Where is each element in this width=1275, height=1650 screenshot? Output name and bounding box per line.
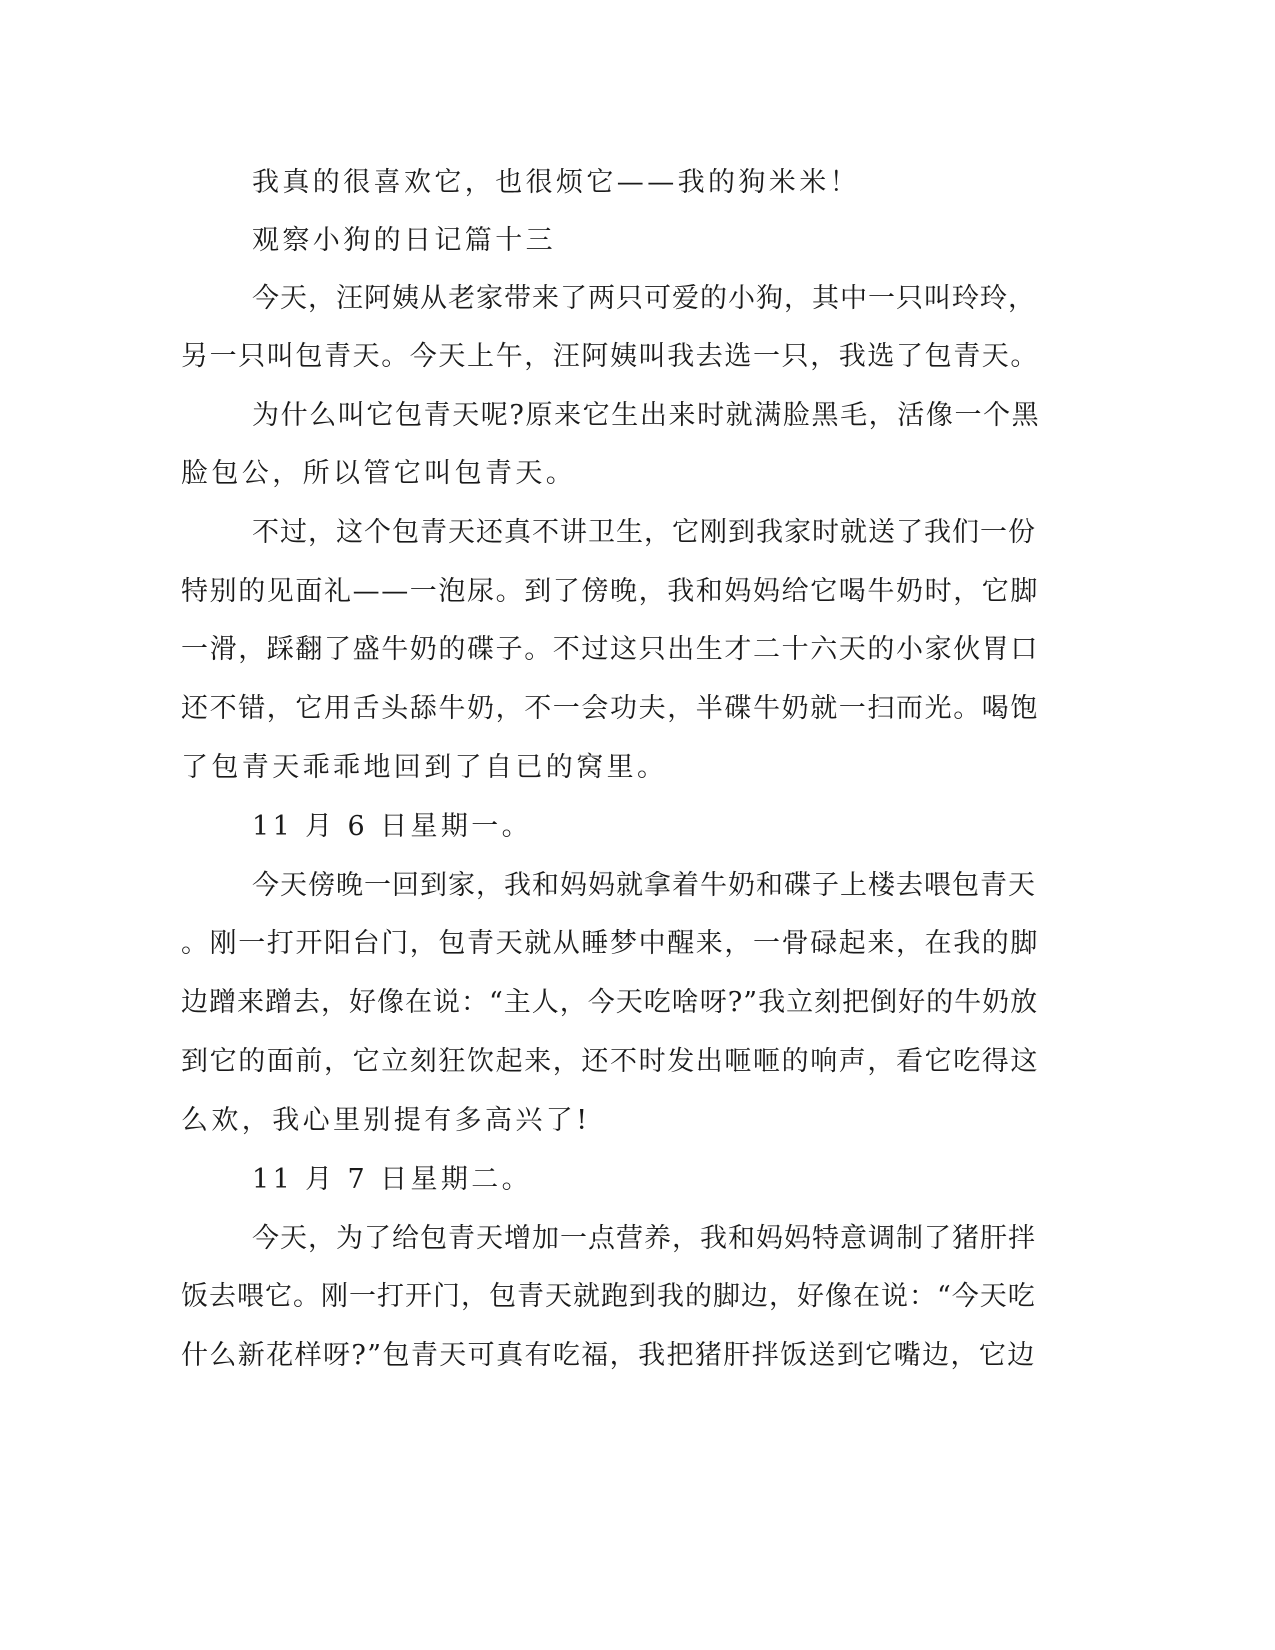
section-heading: 观察小狗的日记篇十三: [252, 225, 556, 256]
text-line: 特别的见面礼——一泡尿。到了傍晚，我和妈妈给它喝牛奶时，它脚: [181, 576, 1039, 607]
text-line: 什么新花样呀?”包青天可真有吃福，我把猪肝拌饭送到它嘴边，它边: [181, 1340, 1036, 1371]
date-line: 11 月 6 日星期一。: [252, 811, 533, 842]
text-line: 一滑，踩翻了盛牛奶的碟子。不过这只出生才二十六天的小家伙胃口: [181, 634, 1039, 665]
text-line: 为什么叫它包青天呢?原来它生出来时就满脸黑毛，活像一个黑: [252, 400, 1041, 431]
text-line: 么欢，我心里别提有多高兴了!: [181, 1105, 591, 1136]
text-line: 边蹭来蹭去，好像在说：“主人，今天吃啥呀?”我立刻把倒好的牛奶放: [181, 987, 1039, 1018]
text-line: 今天，汪阿姨从老家带来了两只可爱的小狗，其中一只叫玲玲，: [252, 283, 1036, 314]
text-line: 还不错，它用舌头舔牛奶，不一会功夫，半碟牛奶就一扫而光。喝饱: [181, 693, 1039, 724]
text-line: 。刚一打开阳台门，包青天就从睡梦中醒来，一骨碌起来，在我的脚: [181, 928, 1039, 959]
text-line: 脸包公，所以管它叫包青天。: [181, 458, 577, 489]
text-line: 饭去喂它。刚一打开门，包青天就跑到我的脚边，好像在说：“今天吃: [181, 1281, 1036, 1312]
text-line: 我真的很喜欢它，也很烦它——我的狗米米！: [252, 167, 860, 198]
text-line: 不过，这个包青天还真不讲卫生，它刚到我家时就送了我们一份: [252, 517, 1036, 548]
date-line: 11 月 7 日星期二。: [252, 1164, 533, 1195]
text-line: 了包青天乖乖地回到了自已的窝里。: [181, 752, 668, 783]
text-line: 另一只叫包青天。今天上午，汪阿姨叫我去选一只，我选了包青天。: [181, 341, 1039, 372]
text-line: 今天傍晚一回到家，我和妈妈就拿着牛奶和碟子上楼去喂包青天: [252, 870, 1036, 901]
text-line: 到它的面前，它立刻狂饮起来，还不时发出咂咂的响声，看它吃得这: [181, 1046, 1039, 1077]
text-line: 今天，为了给包青天增加一点营养，我和妈妈特意调制了猪肝拌: [252, 1223, 1036, 1254]
